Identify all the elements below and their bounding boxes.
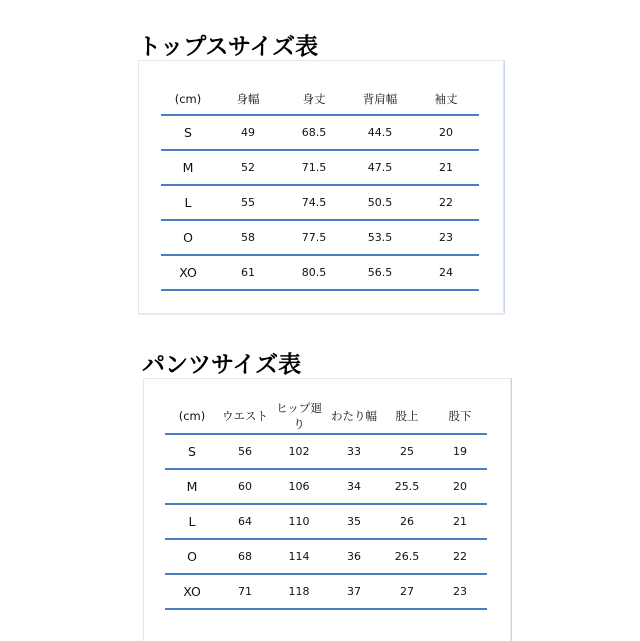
table-cell: 118: [271, 574, 327, 609]
table-cell: 52: [215, 150, 281, 185]
size-label: L: [161, 185, 215, 220]
table-header-row: [165, 399, 487, 434]
tops-size-table-title: トップスサイズ表: [138, 34, 319, 60]
table-cell: 114: [271, 539, 327, 574]
table-cell: 55: [215, 185, 281, 220]
size-label: XO: [165, 574, 219, 609]
table-cell: 56.5: [347, 255, 413, 290]
column-header: ウエスト: [219, 399, 271, 434]
table-cell: 53.5: [347, 220, 413, 255]
table-row: [165, 434, 487, 469]
size-label: S: [165, 434, 219, 469]
column-header: 股上: [381, 399, 433, 434]
table-cell: 71: [219, 574, 271, 609]
size-label: M: [161, 150, 215, 185]
table-cell: 68.5: [281, 115, 347, 150]
tops-size-panel: [138, 60, 504, 314]
column-header: 股下: [433, 399, 487, 434]
table-cell: 37: [327, 574, 381, 609]
size-label: O: [165, 539, 219, 574]
size-label: XO: [161, 255, 215, 290]
table-cell: 102: [271, 434, 327, 469]
table-cell: 19: [433, 434, 487, 469]
pants-size-table: [165, 399, 487, 610]
table-cell: 20: [433, 469, 487, 504]
table-cell: 77.5: [281, 220, 347, 255]
table-row: [161, 255, 479, 290]
size-label: M: [165, 469, 219, 504]
table-cell: 80.5: [281, 255, 347, 290]
table-row: [165, 539, 487, 574]
column-header: 身丈: [281, 83, 347, 115]
table-cell: 56: [219, 434, 271, 469]
column-header: ヒップ廻り: [271, 399, 327, 434]
table-cell: 44.5: [347, 115, 413, 150]
size-label: O: [161, 220, 215, 255]
table-cell: 74.5: [281, 185, 347, 220]
table-row: [161, 220, 479, 255]
column-header: 背肩幅: [347, 83, 413, 115]
table-cell: 27: [381, 574, 433, 609]
table-cell: 34: [327, 469, 381, 504]
table-cell: 26.5: [381, 539, 433, 574]
table-cell: 25: [381, 434, 433, 469]
table-cell: 23: [413, 220, 479, 255]
table-row: [161, 115, 479, 150]
table-row: [165, 469, 487, 504]
column-header: 身幅: [215, 83, 281, 115]
pants-size-table-title: パンツサイズ表: [142, 352, 302, 378]
table-cell: 50.5: [347, 185, 413, 220]
tops-size-table: [161, 83, 479, 291]
table-cell: 22: [433, 539, 487, 574]
column-header: わたり幅: [327, 399, 381, 434]
table-cell: 36: [327, 539, 381, 574]
table-cell: 68: [219, 539, 271, 574]
table-cell: 21: [413, 150, 479, 185]
table-cell: 110: [271, 504, 327, 539]
table-cell: 58: [215, 220, 281, 255]
table-row: [165, 574, 487, 609]
table-cell: 21: [433, 504, 487, 539]
table-cell: 49: [215, 115, 281, 150]
table-cell: 35: [327, 504, 381, 539]
column-header: 袖丈: [413, 83, 479, 115]
table-cell: 24: [413, 255, 479, 290]
table-cell: 22: [413, 185, 479, 220]
table-cell: 47.5: [347, 150, 413, 185]
table-row: [161, 185, 479, 220]
unit-header: (cm): [161, 83, 215, 115]
table-cell: 20: [413, 115, 479, 150]
size-label: S: [161, 115, 215, 150]
table-cell: 23: [433, 574, 487, 609]
table-cell: 33: [327, 434, 381, 469]
table-cell: 60: [219, 469, 271, 504]
table-cell: 106: [271, 469, 327, 504]
pants-size-panel: [143, 378, 511, 641]
size-label: L: [165, 504, 219, 539]
table-cell: 25.5: [381, 469, 433, 504]
table-cell: 26: [381, 504, 433, 539]
table-header-row: [161, 83, 479, 115]
table-row: [165, 504, 487, 539]
table-row: [161, 150, 479, 185]
table-cell: 64: [219, 504, 271, 539]
table-cell: 71.5: [281, 150, 347, 185]
table-cell: 61: [215, 255, 281, 290]
unit-header: (cm): [165, 399, 219, 434]
